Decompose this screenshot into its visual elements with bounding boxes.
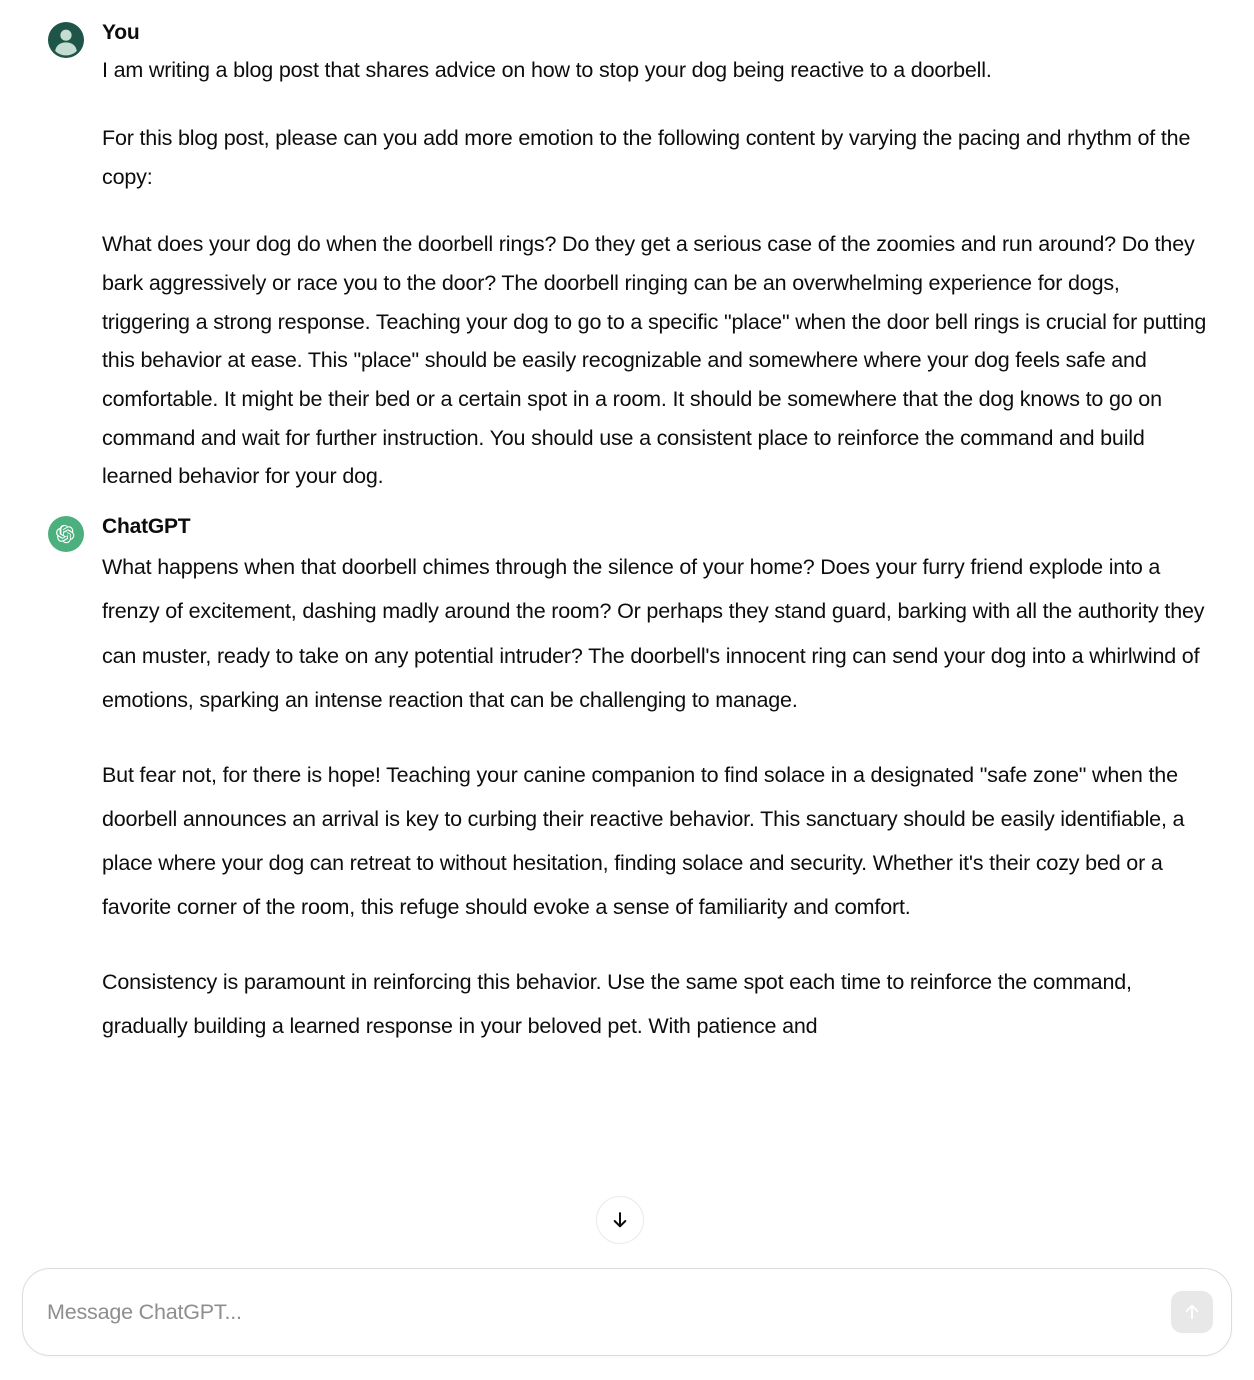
paragraph: I am writing a blog post that shares advice on how to stop your dog being reactive to a doorbell. (102, 58, 992, 83)
scroll-to-bottom-button[interactable] (596, 1196, 644, 1244)
arrow-down-icon (609, 1209, 631, 1231)
openai-logo-icon (48, 516, 84, 552)
paragraph: But fear not, for there is hope! Teaching your canine companion to find solace in a designated "safe zone" when the doorbell announces an arrival is key to curbing their reactive behavior. This sanctuary should be easily identifiable, a place where your dog can retreat to without hesitation, finding solace and security. Whether it's their cozy bed or a favorite corner of the room, this refuge should evoke a sense of familiarity and comfort. (102, 762, 1185, 919)
composer-area (0, 1268, 1254, 1380)
message-turn-user (0, 20, 1254, 496)
user-message (102, 20, 1210, 496)
send-button[interactable] (1171, 1291, 1213, 1333)
composer-box[interactable] (22, 1268, 1232, 1356)
assistant-message (102, 514, 1210, 1048)
user-avatar-icon (48, 22, 84, 58)
message-turn-assistant (0, 514, 1254, 1048)
assistant-message-body (102, 545, 1210, 1048)
message-author-name: You (102, 21, 140, 44)
paragraph: What happens when that doorbell chimes through the silence of your home? Does your furry friend explode into a frenzy of excitement, dashing madly around the room? Or perhaps they stand guard, barking with all the authority they can muster, ready to take on any potential intruder? The doorbell's innocent ring can send your dog into a whirlwind of emotions, sparking an intense reaction that can be challenging to manage. (102, 555, 1205, 712)
arrow-up-icon (1182, 1302, 1202, 1322)
paragraph: For this blog post, please can you add more emotion to the following content by varying the pacing and rhythm of the copy: (102, 125, 1191, 189)
user-avatar (48, 22, 84, 58)
paragraph: Consistency is paramount in reinforcing this behavior. Use the same spot each time to reinforce the command, gradually building a learned response in your beloved pet. With patience and (102, 969, 1132, 1038)
paragraph: What does your dog do when the doorbell rings? Do they get a serious case of the zoomies and run around? Do they bark aggressively or race you to the door? The doorbell ringing can be an overwhelming experience for dogs, triggering a strong response. Teaching your dog to go to a specific "place" when the door bell rings is crucial for putting this behavior at ease. This "place" should be easily recognizable and somewhere where your dog feels safe and comfortable. It might be their bed or a certain spot in a room. It should be somewhere that the dog knows to go on command and wait for further instruction. You should use a consistent place to reinforce the command and build learned behavior for your dog. (102, 232, 1207, 489)
message-input[interactable] (23, 1269, 1231, 1355)
assistant-avatar (48, 516, 84, 552)
message-author-name: ChatGPT (102, 515, 191, 539)
user-message-body (102, 51, 1210, 496)
